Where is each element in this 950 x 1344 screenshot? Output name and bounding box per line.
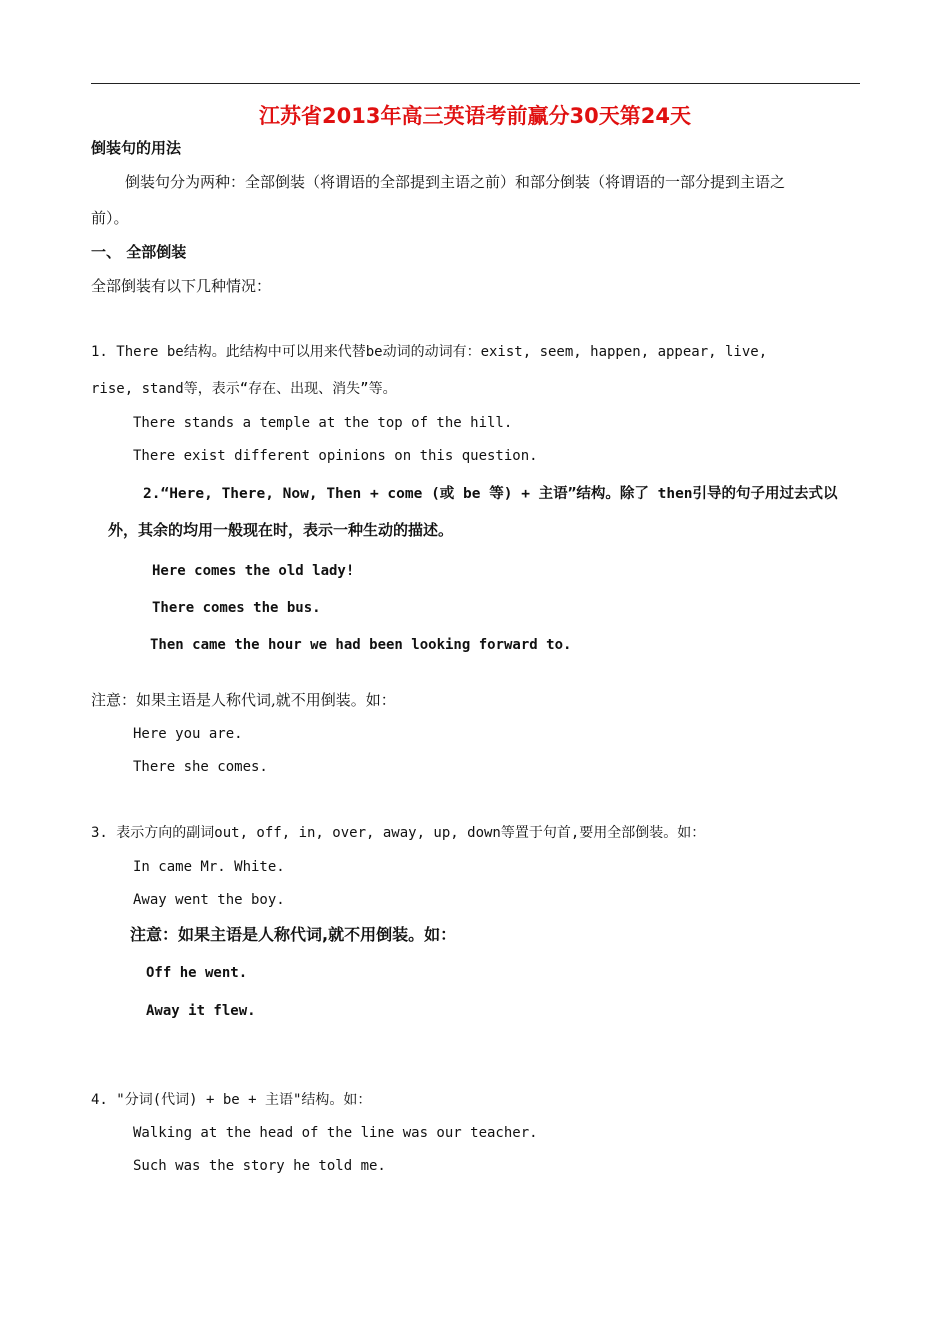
item-2-example-1: Here comes the old lady! [152,563,355,579]
item-3-example-1: In came Mr. White. [133,859,285,875]
intro-line-1: 倒装句分为两种：全部倒装（将谓语的全部提到主语之前）和部分倒装（将谓语的一部分提到主语之 [125,173,786,191]
item-1-line-1: 1. There be结构。此结构中可以用来代替be动词的动词有：exist, seem, happen, appear, live, [91,344,768,360]
note-1-example-2: There she comes. [133,759,268,775]
section-1-heading: 一、 全部倒装 [91,243,187,261]
item-1-line-2: rise, stand等，表示“存在、出现、消失”等。 [91,381,397,397]
item-1-example-2: There exist different opinions on this question. [133,448,538,464]
note-1-example-1: Here you are. [133,726,243,742]
item-2-line-1: 2.“Here, There, Now, Then + come (或 be 等) + 主语”结构。除了 then引导的句子用过去式以 [143,486,838,502]
item-4-line-1: 4. "分词(代词) + be + 主语"结构。如： [91,1092,372,1108]
item-4-example-2: Such was the story he told me. [133,1158,386,1174]
item-3-example-2: Away went the boy. [133,892,285,908]
item-2-line-2: 外，其余的均用一般现在时，表示一种生动的描述。 [108,521,454,539]
header-rule [91,83,860,84]
item-2-example-3: Then came the hour we had been looking forward to. [150,637,572,653]
item-1-example-1: There stands a temple at the top of the hill. [133,415,513,431]
note-2-example-1: Off he went. [146,965,248,981]
intro-line-2: 前）。 [91,209,129,227]
note-2: 注意：如果主语是人称代词,就不用倒装。如： [130,925,457,944]
note-2-example-2: Away it flew. [146,1003,256,1019]
section-heading: 倒装句的用法 [91,139,182,157]
page-title: 江苏省2013年高三英语考前赢分30天第24天 [259,104,691,128]
item-4-example-1: Walking at the head of the line was our teacher. [133,1125,538,1141]
item-3-line-1: 3. 表示方向的副词out, off, in, over, away, up, down等置于句首,要用全部倒装。如： [91,825,706,841]
note-1: 注意：如果主语是人称代词,就不用倒装。如： [91,691,396,709]
section-1-intro: 全部倒装有以下几种情况： [91,277,272,295]
item-2-example-2: There comes the bus. [152,600,321,616]
